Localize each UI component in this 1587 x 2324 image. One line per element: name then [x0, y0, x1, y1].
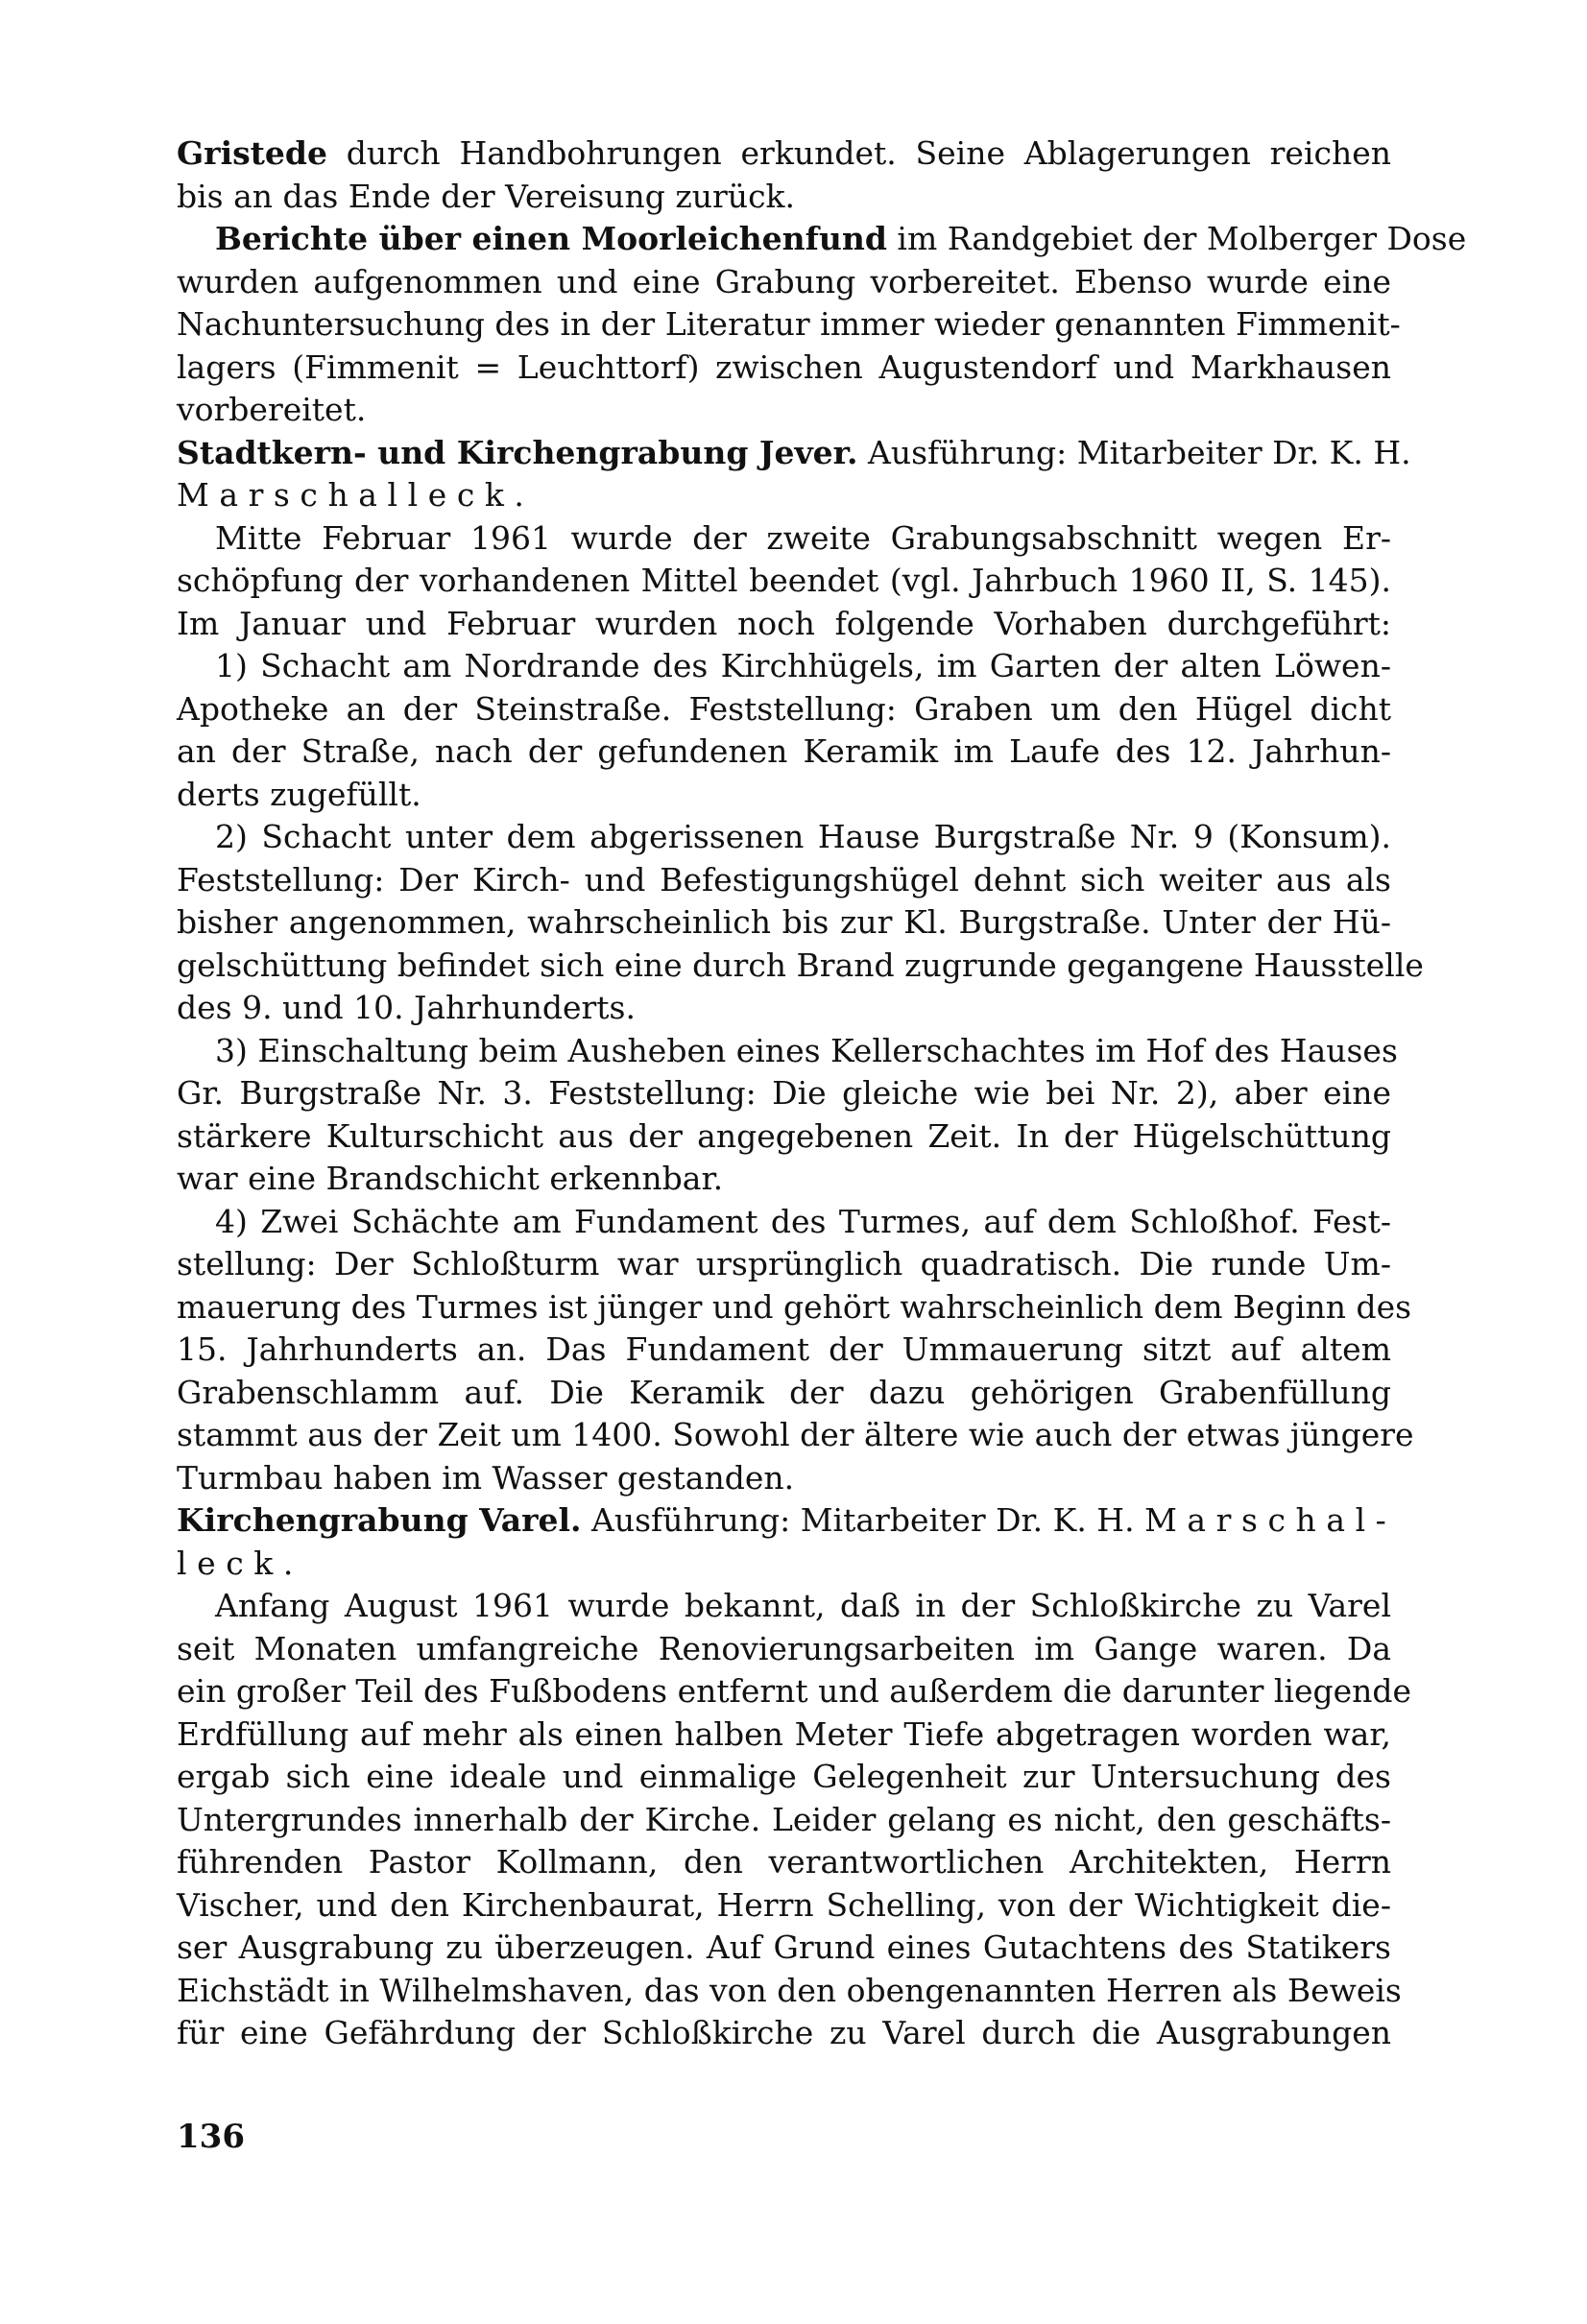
paragraph	[177, 432, 1411, 517]
line-text: durch Handbohrungen erkundet. Seine Ablagerungen reichen	[327, 134, 1391, 172]
line-text: Mitte Februar 1961 wurde der zweite Grabungsabschnitt wegen Er-	[215, 518, 1391, 557]
text-line	[177, 1585, 1391, 1628]
paragraph	[177, 218, 1467, 432]
line-text: schöpfung der vorhandenen Mittel beendet (vgl. Jahrbuch 1960 II, S. 145).	[177, 562, 1391, 599]
line-text: 3) Einschaltung beim Ausheben eines Kellerschachtes im Hof des Hauses	[215, 1031, 1398, 1069]
line-text: seit Monaten umfangreiche Renovierungsarbeiten im Gange waren. Da	[177, 1629, 1391, 1667]
line-text: .	[282, 1544, 294, 1582]
bold-heading: Kirchengrabung Varel.	[177, 1501, 582, 1539]
line-text: 15. Jahrhunderts an. Das Fundament der Ummauerung sitzt auf altem	[177, 1330, 1391, 1368]
line-text: ergab sich eine ideale und einmalige Gelegenheit zur Untersuchung des	[177, 1758, 1391, 1795]
line-text: an der Straße, nach der gefundenen Keramik im Laufe des 12. Jahrhun-	[177, 732, 1391, 770]
line-text: Untergrundes innerhalb der Kirche. Leider gelang es nicht, den geschäfts-	[177, 1800, 1391, 1838]
text-line	[177, 1970, 1402, 2013]
bold-heading: Stadtkern- und Kirchengrabung Jever.	[177, 433, 858, 471]
text-line	[177, 731, 1391, 774]
page-number: 136	[177, 2118, 245, 2156]
text-line	[177, 1329, 1391, 1372]
line-text: für eine Gefährdung der Schloßkirche zu Varel durch die Ausgrabungen	[177, 2014, 1391, 2051]
text-line	[177, 218, 1467, 261]
text-line	[177, 176, 1391, 219]
paragraph	[177, 1030, 1398, 1201]
line-text: Nachuntersuchung des in der Literatur immer wieder genannten Fimmenit-	[177, 305, 1401, 343]
text-line	[177, 261, 1391, 304]
text-line	[177, 560, 1391, 603]
text-line	[177, 1713, 1391, 1757]
line-text: gelschüttung befindet sich eine durch Brand zugrunde gegangene Hausstelle	[177, 946, 1424, 984]
line-text: mauerung des Turmes ist jünger und gehört wahrscheinlich dem Beginn des	[177, 1287, 1412, 1326]
spaced-name: Marschalleck	[177, 476, 515, 514]
line-text: 1) Schacht am Nordrande des Kirchhügels, im Garten der alten Löwen-	[215, 647, 1391, 684]
text-line	[177, 1543, 1391, 1586]
line-text: Ausführung: Mitarbeiter Dr. K. H.	[581, 1501, 1145, 1539]
line-text: derts zugefüllt.	[177, 775, 421, 813]
paragraph	[177, 1585, 1412, 2055]
line-text: Im Januar und Februar wurden noch folgende Vorhaben durchgeführt:	[177, 604, 1391, 642]
text-line	[177, 1158, 1391, 1201]
line-text: bisher angenommen, wahrscheinlich bis zur Kl. Burgstraße. Unter der Hü-	[177, 903, 1391, 941]
line-text: war eine Brandschicht erkennbar.	[177, 1160, 724, 1197]
line-text: führenden Pastor Kollmann, den verantwortlichen Architekten, Herrn	[177, 1843, 1391, 1881]
text-line	[177, 1201, 1391, 1244]
line-text: ser Ausgrabung zu überzeugen. Auf Grund eines Gutachtens des Statikers	[177, 1929, 1391, 1966]
line-text: ein großer Teil des Fußbodens entfernt und außerdem die darunter liegende	[177, 1672, 1412, 1710]
paragraph	[177, 132, 1391, 218]
text-line	[177, 1927, 1391, 1970]
line-text: Anfang August 1961 wurde bekannt, daß in der Schloßkirche zu Varel	[215, 1587, 1391, 1624]
text-line	[177, 1499, 1397, 1543]
line-text: stammt aus der Zeit um 1400. Sowohl der ältere wie auch der etwas jüngere	[177, 1416, 1414, 1453]
line-text: Ausführung: Mitarbeiter Dr. K. H.	[857, 433, 1411, 471]
text-line	[177, 1286, 1412, 1330]
text-line	[177, 1841, 1391, 1884]
line-text: Vischer, und den Kirchenbaurat, Herrn Schelling, von der Wichtigkeit die-	[177, 1885, 1391, 1924]
line-text: Grabenschlamm auf. Die Keramik der dazu gehörigen Grabenfüllung	[177, 1373, 1391, 1411]
line-text: Apotheke an der Steinstraße. Feststellung: Graben um den Hügel dicht	[177, 689, 1391, 728]
text-line	[177, 474, 1391, 517]
document-body	[177, 132, 1467, 2055]
paragraph	[177, 645, 1391, 816]
line-text: wurden aufgenommen und eine Grabung vorbereitet. Ebenso wurde eine	[177, 262, 1391, 300]
text-line	[177, 1030, 1398, 1073]
text-line	[177, 645, 1391, 688]
text-line	[177, 347, 1391, 390]
text-line	[177, 688, 1391, 731]
paragraph	[177, 816, 1424, 1030]
line-text: Feststellung: Der Kirch- und Befestigungshügel dehnt sich weiter aus als	[177, 860, 1391, 898]
bold-heading: Berichte über einen Moorleichenfund	[215, 220, 887, 257]
paragraph	[177, 517, 1391, 646]
text-line	[177, 1756, 1391, 1799]
text-line	[177, 1115, 1391, 1159]
line-text: des 9. und 10. Jahrhunderts.	[177, 989, 636, 1026]
text-line	[177, 132, 1391, 176]
line-text: lagers (Fimmenit = Leuchttorf) zwischen Augustendorf und Markhausen	[177, 347, 1391, 386]
line-text: stellung: Der Schloßturm war ursprünglich quadratisch. Die runde Um-	[177, 1245, 1391, 1282]
text-line	[177, 389, 1391, 432]
text-line	[177, 1799, 1391, 1842]
line-text: 4) Zwei Schächte am Fundament des Turmes, auf dem Schloßhof. Fest-	[215, 1202, 1391, 1240]
text-line	[177, 945, 1424, 988]
line-text: stärkere Kulturschicht aus der angegebenen Zeit. In der Hügelschüttung	[177, 1116, 1391, 1155]
text-line	[177, 1243, 1391, 1286]
paragraph	[177, 1201, 1414, 1500]
text-line	[177, 859, 1391, 902]
text-line	[177, 1072, 1391, 1115]
line-text: Turmbau haben im Wasser gestanden.	[177, 1458, 795, 1497]
text-line	[177, 517, 1391, 561]
text-line	[177, 2012, 1391, 2055]
text-line	[177, 1670, 1412, 1713]
text-line	[177, 1628, 1391, 1671]
line-text: im Randgebiet der Molberger Dose	[886, 220, 1467, 257]
text-line	[177, 1457, 1391, 1500]
line-text: Erdfüllung auf mehr als einen halben Meter Tiefe abgetragen worden war,	[177, 1714, 1391, 1753]
bold-heading: Gristede	[177, 134, 327, 172]
spaced-name: Marschal-	[1144, 1501, 1397, 1539]
spaced-name: leck	[177, 1544, 283, 1582]
paragraph	[177, 1499, 1397, 1585]
text-line	[177, 816, 1391, 859]
text-line	[177, 432, 1411, 475]
text-line	[177, 774, 1391, 817]
text-line	[177, 987, 1391, 1030]
text-line	[177, 1372, 1391, 1415]
line-text: Eichstädt in Wilhelmshaven, das von den obengenannten Herren als Beweis	[177, 1971, 1402, 2009]
text-line	[177, 1884, 1391, 1928]
text-line	[177, 901, 1391, 945]
line-text: vorbereitet.	[177, 391, 367, 428]
text-line	[177, 603, 1391, 646]
line-text: .	[514, 476, 524, 514]
line-text: bis an das Ende der Vereisung zurück.	[177, 177, 796, 215]
text-line	[177, 1414, 1414, 1457]
line-text: 2) Schacht unter dem abgerissenen Hause Burgstraße Nr. 9 (Konsum).	[215, 818, 1391, 855]
text-line	[177, 303, 1401, 347]
line-text: Gr. Burgstraße Nr. 3. Feststellung: Die gleiche wie bei Nr. 2), aber eine	[177, 1074, 1391, 1112]
